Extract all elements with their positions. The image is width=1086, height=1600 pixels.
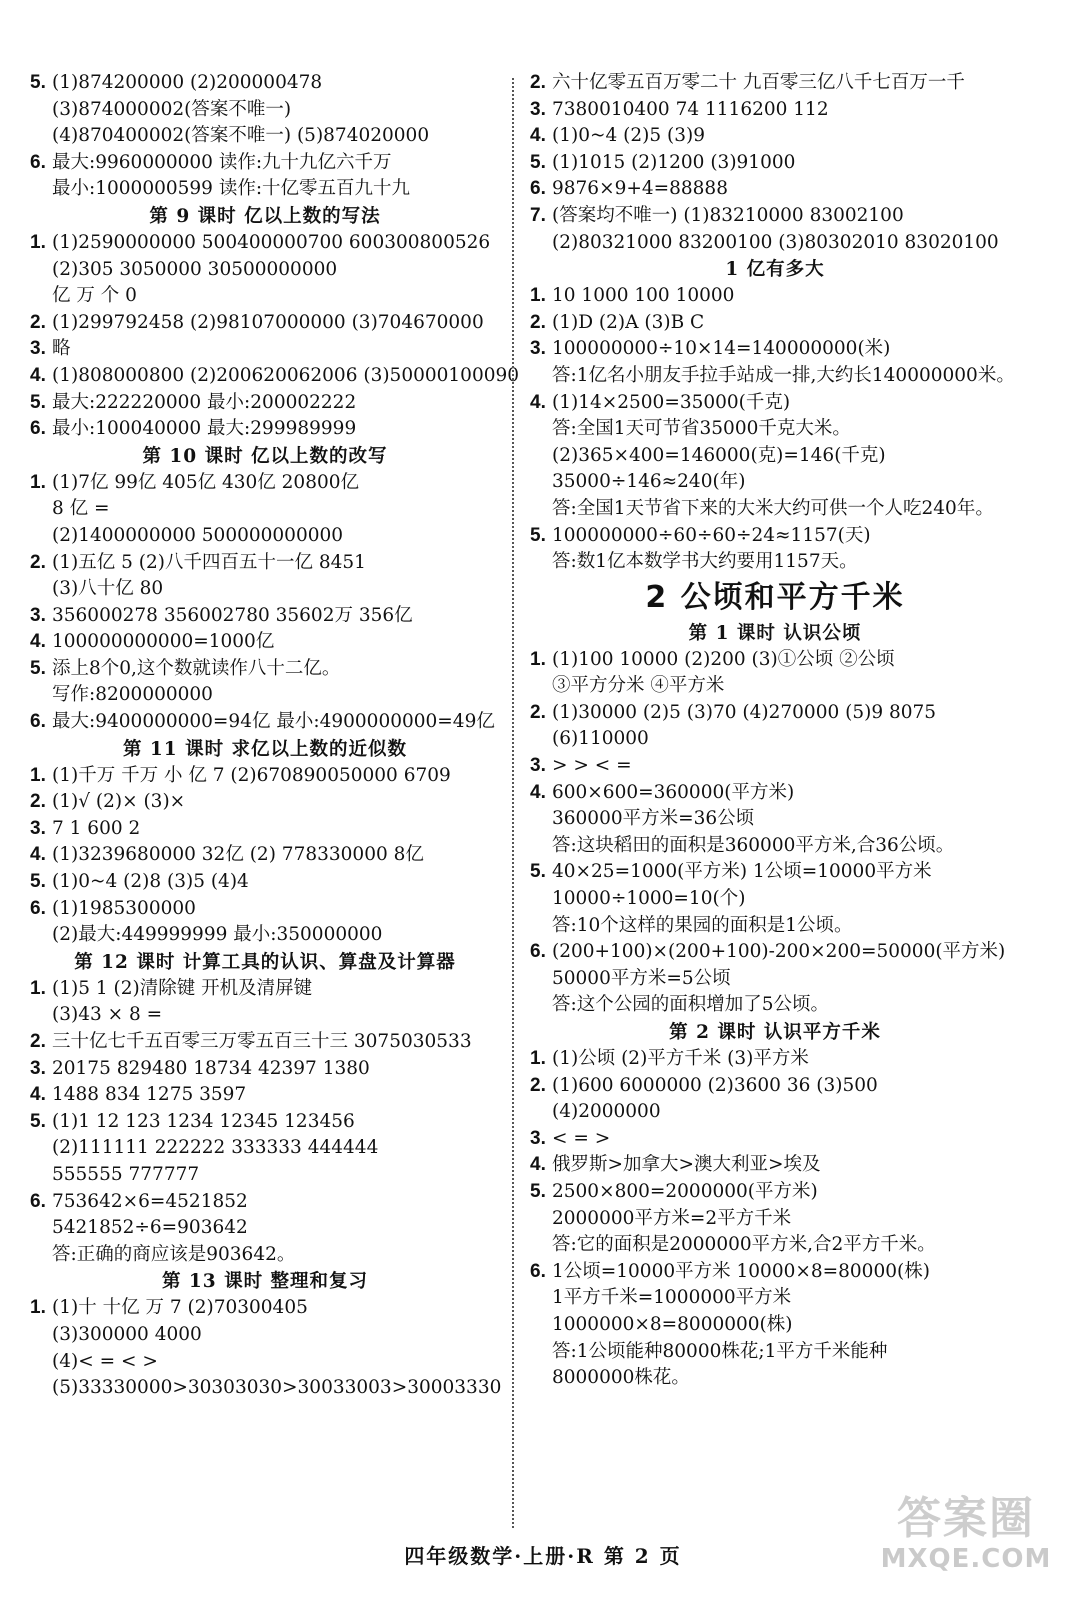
answer-line	[30, 123, 500, 150]
answer-line	[30, 390, 500, 417]
answer-text: 写作:8200000000	[52, 684, 213, 706]
section-heading: 第 11 课时 求亿以上数的近似数	[122, 738, 408, 760]
answer-text: (3)874000002(答案不唯一)	[52, 98, 292, 120]
answer-text: 555555 777777	[52, 1163, 200, 1185]
answer-line	[530, 726, 1020, 753]
answer-line	[530, 1152, 1020, 1179]
answer-text: (2)111111 222222 333333 444444	[52, 1137, 379, 1159]
answer-line	[530, 753, 1020, 780]
answer-line	[530, 833, 1020, 860]
section-heading: 第 13 课时 整理和复习	[161, 1271, 369, 1293]
answer-text: (200+100)×(200+100)-200×200=50000(平方米)	[552, 941, 1006, 963]
answer-text: 1488 834 1275 3597	[52, 1084, 247, 1106]
answer-text: 8000000株花。	[552, 1367, 690, 1389]
answer-line	[530, 886, 1020, 913]
answer-line	[530, 1339, 1020, 1366]
answer-line	[30, 816, 500, 843]
answer-text: 100000000÷60÷60÷24≈1157(天)	[552, 524, 871, 546]
answer-line	[530, 1312, 1020, 1339]
answer-line	[530, 1046, 1020, 1073]
answer-text: 答:10个这样的果园的面积是1公顷。	[552, 914, 853, 936]
question-number: 5.	[30, 391, 46, 413]
section-heading: 第 2 课时 认识平方千米	[669, 1022, 881, 1043]
answer-text: 356000278 356002780 35602万 356亿	[52, 604, 413, 626]
answer-line	[530, 1285, 1020, 1312]
question-number: 1.	[530, 1048, 546, 1069]
answer-line	[30, 1375, 500, 1402]
question-number: 4.	[530, 125, 546, 147]
question-number: 6.	[530, 941, 546, 963]
answer-line	[30, 523, 500, 550]
question-number: 3.	[30, 817, 46, 839]
answer-line	[530, 230, 1020, 257]
answer-text: 最大:9400000000=94亿 最小:4900000000=49亿	[52, 711, 495, 733]
question-number: 1.	[30, 977, 46, 999]
answer-line	[30, 656, 500, 683]
question-number: 4.	[530, 781, 546, 803]
question-number: 2.	[30, 791, 46, 813]
answer-line	[30, 150, 500, 177]
answer-text: 1000000×8=8000000(株)	[552, 1313, 793, 1335]
answer-text: 753642×6=4521852	[52, 1190, 248, 1212]
answer-text: (1)五亿 5 (2)八千四百五十一亿 8451	[52, 551, 366, 573]
answer-line	[30, 1002, 500, 1029]
answer-text: 20175 829480 18734 42397 1380	[52, 1057, 370, 1079]
question-number: 5.	[30, 72, 46, 93]
section-heading: 第 12 课时 计算工具的认识、算盘及计算器	[74, 951, 456, 973]
question-number: 2.	[30, 1031, 46, 1052]
unit-title: 2 公顷和平方千米	[645, 579, 905, 615]
answer-text: 2500×800=2000000(平方米)	[552, 1180, 818, 1202]
answer-line	[30, 470, 500, 497]
page-footer: 四年级数学·上册·R 第 2 页	[404, 1544, 682, 1568]
answer-text: (5)33330000>30303030>30033003>30003330	[52, 1377, 502, 1399]
answer-text: (3)300000 4000	[52, 1323, 202, 1345]
answer-text: 最大:9960000000 读作:九十九亿六千万	[52, 151, 392, 173]
answer-line	[530, 1206, 1020, 1233]
right-column	[530, 70, 1020, 1392]
question-number: 2.	[530, 701, 546, 723]
answer-text: 答:这块稻田的面积是360000平方米,合36公顷。	[552, 834, 955, 856]
answer-line	[530, 469, 1020, 496]
answer-line	[30, 682, 500, 709]
answer-text: > > < =	[552, 755, 632, 777]
question-number: 6.	[30, 418, 46, 440]
answer-text: (1)1 12 123 1234 12345 123456	[52, 1110, 355, 1132]
question-number: 5.	[530, 1180, 546, 1202]
answer-line	[30, 1349, 500, 1376]
section-heading: 第 1 课时 认识公顷	[688, 622, 862, 644]
answer-line	[30, 896, 500, 923]
answer-line	[30, 976, 500, 1003]
answer-line	[30, 629, 500, 656]
answer-line	[530, 363, 1020, 390]
answer-text: 最大:222220000 最小:200002222	[52, 391, 357, 413]
answer-line	[30, 1109, 500, 1136]
answer-line	[30, 1162, 500, 1189]
question-number: 3.	[530, 1127, 546, 1149]
question-number: 5.	[30, 657, 46, 679]
answer-line	[30, 257, 500, 284]
answer-line	[30, 363, 520, 390]
answer-text: (2)80321000 83200100 (3)80302010 83020100	[552, 231, 999, 253]
answer-line	[30, 1029, 500, 1056]
answer-line	[30, 1056, 500, 1083]
question-number: 3.	[30, 338, 46, 360]
answer-line	[530, 673, 1020, 700]
answer-text: 俄罗斯>加拿大>澳大利亚>埃及	[552, 1154, 821, 1176]
answer-line	[530, 150, 1020, 177]
answer-line	[530, 496, 1020, 523]
question-number: 1.	[30, 231, 46, 253]
answer-text: 35000÷146≈240(年)	[552, 471, 746, 493]
answer-text: 10000÷1000=10(个)	[552, 888, 746, 910]
answer-text: 100000000÷10×14=140000000(米)	[552, 338, 891, 360]
question-number: 6.	[530, 1260, 546, 1282]
answer-text: 答:1公顷能种80000株花;1平方千米能种	[552, 1340, 888, 1362]
answer-text: (答案均不唯一) (1)83210000 83002100	[552, 204, 904, 226]
section-heading: 第 9 课时 亿以上数的写法	[149, 205, 381, 227]
answer-text: 50000平方米=5公顷	[552, 967, 731, 989]
answer-line	[30, 336, 500, 363]
answer-text: (1)0~4 (2)5 (3)9	[552, 125, 705, 147]
answer-text: 略	[52, 338, 71, 360]
answer-line	[530, 1365, 1020, 1392]
answer-text: (4)870400002(答案不唯一) (5)874020000	[52, 125, 430, 147]
answer-line	[30, 550, 500, 577]
watermark-url: MXQE.COM	[880, 1544, 1052, 1574]
question-number: 3.	[30, 1057, 46, 1079]
question-number: 5.	[30, 1110, 46, 1132]
answer-text: (4)2000000	[552, 1101, 661, 1123]
answer-text: (1)十 十亿 万 7 (2)70300405	[52, 1297, 308, 1319]
answer-line	[30, 1242, 500, 1269]
question-number: 2.	[530, 72, 546, 93]
question-number: 6.	[30, 897, 46, 919]
question-number: 5.	[530, 524, 546, 546]
answer-line	[30, 842, 500, 869]
answer-text: (1)299792458 (2)98107000000 (3)704670000	[52, 311, 484, 333]
answer-text: 5421852÷6=903642	[52, 1217, 248, 1239]
answer-line	[530, 123, 1020, 150]
answer-text: (1)14×2500=35000(千克)	[552, 391, 791, 413]
section-heading: 第 10 课时 亿以上数的改写	[142, 445, 388, 467]
answer-line	[530, 549, 1020, 576]
answer-text: 最小:100040000 最大:299989999	[52, 418, 357, 440]
question-number: 4.	[30, 631, 46, 653]
answer-line	[30, 70, 500, 97]
answer-line	[530, 1099, 1020, 1126]
answer-text: 三十亿七千五百零三万零五百三十三 3075030533	[52, 1031, 472, 1052]
question-number: 2.	[530, 1074, 546, 1096]
answer-line	[530, 913, 1020, 940]
answer-text: (6)110000	[552, 728, 649, 750]
answer-text: 10 1000 100 10000	[552, 285, 735, 307]
question-number: 3.	[530, 755, 546, 777]
answer-line	[530, 780, 1020, 807]
answer-text: (4)< = < >	[52, 1350, 158, 1372]
answer-text: (2)1400000000 500000000000	[52, 524, 344, 546]
answer-text: 7 1 600 2	[52, 817, 141, 839]
question-number: 4.	[30, 844, 46, 866]
answer-line	[530, 1073, 1020, 1100]
watermark-logo	[866, 1494, 1066, 1584]
answer-line	[530, 992, 1020, 1019]
answer-text: 亿 万 个 0	[52, 285, 137, 307]
answer-text: 100000000000=1000亿	[52, 631, 275, 653]
answer-line	[530, 416, 1020, 443]
answer-text: 答:正确的商应该是903642。	[52, 1243, 296, 1265]
answer-text: (1)100 10000 (2)200 (3)①公顷 ②公顷	[552, 648, 895, 670]
answer-text: 1平方千米=1000000平方米	[552, 1287, 792, 1309]
answer-text: 答:它的面积是2000000平方米,合2平方千米。	[552, 1234, 936, 1256]
question-number: 2.	[30, 311, 46, 333]
answer-line	[30, 1135, 500, 1162]
answer-line	[530, 336, 1020, 363]
answer-line	[30, 496, 500, 523]
column-divider	[512, 78, 514, 1528]
answer-text: < = >	[552, 1127, 611, 1149]
question-number: 6.	[530, 178, 546, 200]
answer-text: 添上8个0,这个数就读作八十二亿。	[52, 657, 341, 679]
answer-line	[530, 176, 1020, 203]
answer-line	[30, 1082, 500, 1109]
answer-line	[530, 283, 1020, 310]
answer-text: 六十亿零五百万零二十 九百零三亿八千七百万一千	[552, 72, 965, 93]
section-heading: 1 亿有多大	[725, 259, 825, 281]
answer-text: (1)D (2)A (3)B C	[552, 311, 705, 333]
answer-text: 9876×9+4=88888	[552, 178, 728, 200]
answer-line	[530, 1179, 1020, 1206]
question-number: 3.	[30, 604, 46, 626]
answer-text: (1)0~4 (2)8 (3)5 (4)4	[52, 871, 249, 893]
answer-line	[530, 859, 1020, 886]
answer-text: 600×600=360000(平方米)	[552, 781, 795, 803]
question-number: 6.	[30, 1190, 46, 1212]
answer-text: (1)7亿 99亿 405亿 430亿 20800亿	[52, 471, 360, 493]
answer-text: (1)30000 (2)5 (3)70 (4)270000 (5)9 8075	[552, 701, 937, 723]
question-number: 4.	[30, 364, 46, 386]
answer-line	[30, 922, 500, 949]
answer-line	[30, 709, 500, 736]
answer-line	[530, 203, 1020, 230]
answer-text: 答:这个公园的面积增加了5公顷。	[552, 994, 830, 1016]
answer-line	[30, 283, 500, 310]
answer-text: 40×25=1000(平方米) 1公顷=10000平方米	[552, 861, 932, 883]
question-number: 5.	[530, 861, 546, 883]
answer-line	[30, 97, 500, 124]
answer-text: (1)3239680000 32亿 (2) 778330000 8亿	[52, 844, 424, 866]
answer-line	[30, 789, 500, 816]
answer-line	[30, 603, 500, 630]
answer-text: 1公顷=10000平方米 10000×8=80000(株)	[552, 1260, 930, 1282]
answer-line	[30, 1295, 500, 1322]
answer-text: 答:数1亿本数学书大约要用1157天。	[552, 551, 858, 573]
answer-text: (2)最大:449999999 最小:350000000	[52, 924, 383, 946]
question-number: 1.	[30, 471, 46, 493]
answer-text: (1)2590000000 500400000700 600300800526	[52, 231, 491, 253]
question-number: 1.	[530, 648, 546, 670]
answer-line	[30, 763, 500, 790]
answer-text: 最小:1000000599 读作:十亿零五百九十九	[52, 178, 411, 200]
question-number: 6.	[30, 151, 46, 173]
answer-line	[530, 647, 1020, 674]
answer-text: (1)600 6000000 (2)3600 36 (3)500	[552, 1074, 878, 1096]
answer-text: (1)√ (2)× (3)×	[52, 791, 186, 813]
answer-text: 7380010400 74 1116200 112	[552, 98, 829, 120]
answer-line	[30, 176, 500, 203]
answer-text: (1)5 1 (2)清除键 开机及清屏键	[52, 977, 313, 999]
question-number: 5.	[30, 871, 46, 893]
answer-line	[30, 1322, 500, 1349]
answer-line	[30, 1215, 500, 1242]
question-number: 7.	[530, 204, 546, 226]
answer-text: (1)千万 千万 小 亿 7 (2)670890050000 6709	[52, 764, 451, 786]
answer-line	[530, 443, 1020, 470]
answer-text: 2000000平方米=2平方千米	[552, 1207, 792, 1229]
answer-line	[30, 1189, 500, 1216]
answer-line	[30, 230, 500, 257]
left-column	[30, 70, 520, 1402]
answer-text: (2)305 3050000 30500000000	[52, 258, 338, 280]
answer-text: 答:全国1天可节省35000千克大米。	[552, 418, 851, 440]
answer-line	[530, 1232, 1020, 1259]
question-number: 2.	[530, 311, 546, 333]
answer-line	[530, 1259, 1020, 1286]
answer-line	[530, 1126, 1020, 1153]
answer-line	[30, 416, 500, 443]
answer-line	[30, 576, 500, 603]
question-number: 6.	[30, 711, 46, 733]
answer-line	[530, 966, 1020, 993]
answer-line	[530, 97, 1020, 124]
answer-text: (1)公顷 (2)平方千米 (3)平方米	[552, 1048, 809, 1069]
answer-line	[530, 390, 1020, 417]
answer-text: (1)1985300000	[52, 897, 196, 919]
question-number: 1.	[30, 764, 46, 786]
answer-text: 8 亿 =	[52, 498, 110, 520]
question-number: 3.	[530, 338, 546, 360]
question-number: 2.	[30, 551, 46, 573]
question-number: 4.	[30, 1084, 46, 1106]
answer-line	[530, 806, 1020, 833]
answer-line	[30, 869, 500, 896]
answer-text: 答:1亿名小朋友手拉手站成一排,大约长140000000米。	[552, 364, 1015, 386]
question-number: 5.	[530, 151, 546, 173]
answer-line	[530, 700, 1020, 727]
answer-line	[530, 523, 1020, 550]
question-number: 4.	[530, 1154, 546, 1176]
answer-text: (3)43 × 8 =	[52, 1004, 163, 1026]
answer-text: (2)365×400=146000(克)=146(千克)	[552, 444, 886, 466]
answer-text: (1)1015 (2)1200 (3)91000	[552, 151, 796, 173]
answer-text: (3)八十亿 80	[52, 578, 164, 600]
answer-text: ③平方分米 ④平方米	[552, 675, 725, 697]
answer-text: 360000平方米=36公顷	[552, 808, 755, 830]
answer-text: (1)874200000 (2)200000478	[52, 72, 323, 93]
question-number: 1.	[530, 285, 546, 307]
answer-text: (1)808000800 (2)200620062006 (3)50000100090	[52, 364, 520, 386]
question-number: 1.	[30, 1297, 46, 1319]
question-number: 4.	[530, 391, 546, 413]
watermark-text: 答案圈	[897, 1493, 1035, 1544]
answer-line	[30, 310, 500, 337]
question-number: 3.	[530, 98, 546, 120]
answer-text: 答:全国1天节省下来的大米大约可供一个人吃240年。	[552, 497, 994, 519]
answer-line	[530, 939, 1020, 966]
answer-line	[530, 70, 1020, 97]
answer-line	[530, 310, 1020, 337]
